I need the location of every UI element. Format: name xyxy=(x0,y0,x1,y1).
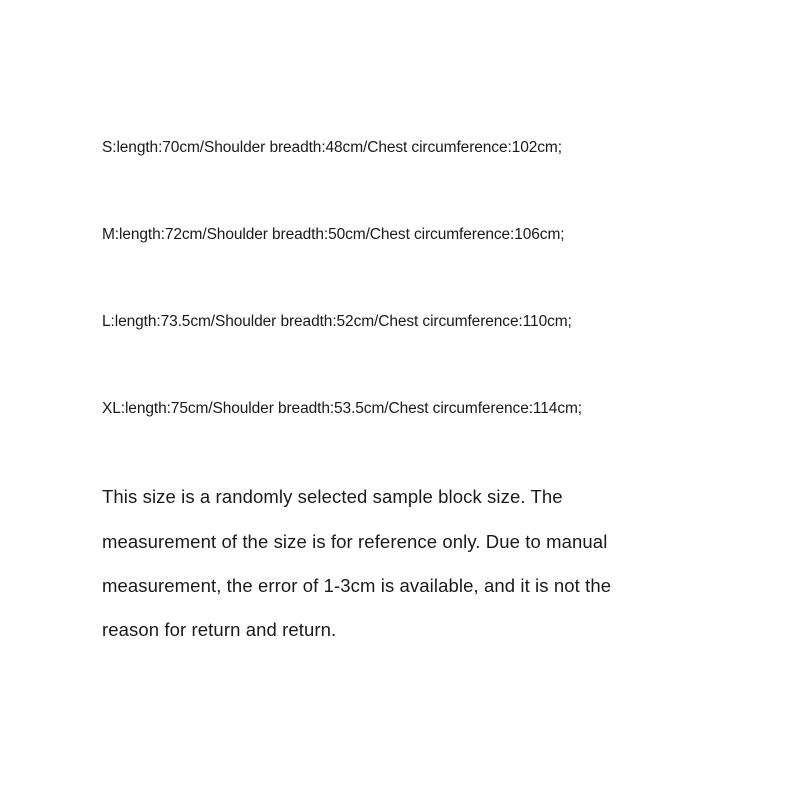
size-l-measurements: L:length:73.5cm/Shoulder breadth:52cm/Chest circumference:110cm; xyxy=(102,313,572,330)
disclaimer-line: This size is a randomly selected sample block size. The xyxy=(102,486,563,507)
disclaimer-line: reason for return and return. xyxy=(102,619,337,640)
disclaimer-line: measurement, the error of 1-3cm is available, and it is not the xyxy=(102,575,612,596)
disclaimer-line: measurement of the size is for reference only. Due to manual xyxy=(102,531,608,552)
size-m-measurements: M:length:72cm/Shoulder breadth:50cm/Chest circumference:106cm; xyxy=(102,226,565,243)
size-xl-measurements: XL:length:75cm/Shoulder breadth:53.5cm/Chest circumference:114cm; xyxy=(102,400,582,417)
size-s-measurements: S:length:70cm/Shoulder breadth:48cm/Chest circumference:102cm; xyxy=(102,139,562,156)
